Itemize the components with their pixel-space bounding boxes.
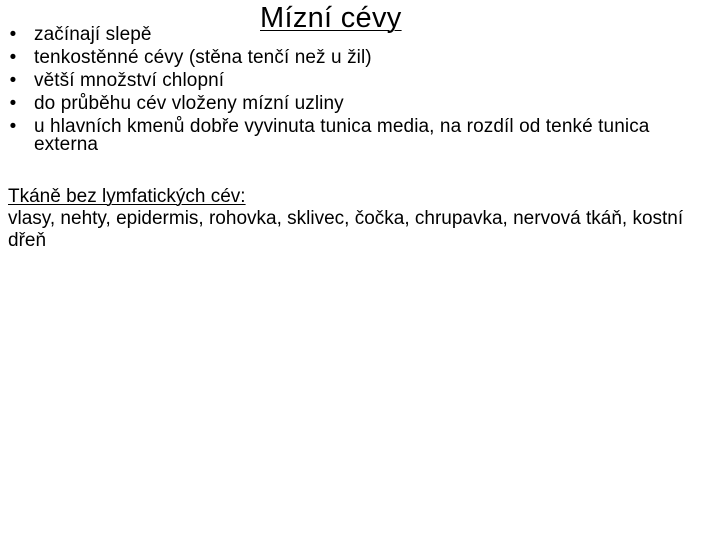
bullet-dot-icon: • xyxy=(9,93,17,114)
bullet-item xyxy=(6,72,706,90)
section-heading: Tkáně bez lymfatických cév: xyxy=(8,186,246,207)
section-body: vlasy, nehty, epidermis, rohovka, sklivec, čočka, chrupavka, nervová tkáň, kostní dřeň xyxy=(8,208,684,251)
bullet-text: tenkostěnné cévy (stěna tenčí než u žil) xyxy=(34,47,372,68)
bullet-text: začínají slepě xyxy=(34,24,152,45)
bullet-text: větší množství chlopní xyxy=(34,70,225,91)
bullet-item xyxy=(6,26,706,44)
bullet-item xyxy=(6,95,706,113)
bullet-text: do průběhu cév vloženy mízní uzliny xyxy=(34,93,344,114)
slide-title: Mízní cévy xyxy=(260,2,402,34)
bullet-item xyxy=(6,49,706,67)
bullet-text: u hlavních kmenů dobře vyvinuta tunica media, na rozdíl od tenké tunica externa xyxy=(34,116,650,155)
bullet-item xyxy=(6,118,706,154)
bullet-dot-icon: • xyxy=(9,47,17,68)
bullet-dot-icon: • xyxy=(9,116,17,137)
bullet-list xyxy=(6,26,706,159)
bullet-dot-icon: • xyxy=(9,70,17,91)
bullet-dot-icon: • xyxy=(9,24,17,45)
tissues-section xyxy=(8,186,713,252)
